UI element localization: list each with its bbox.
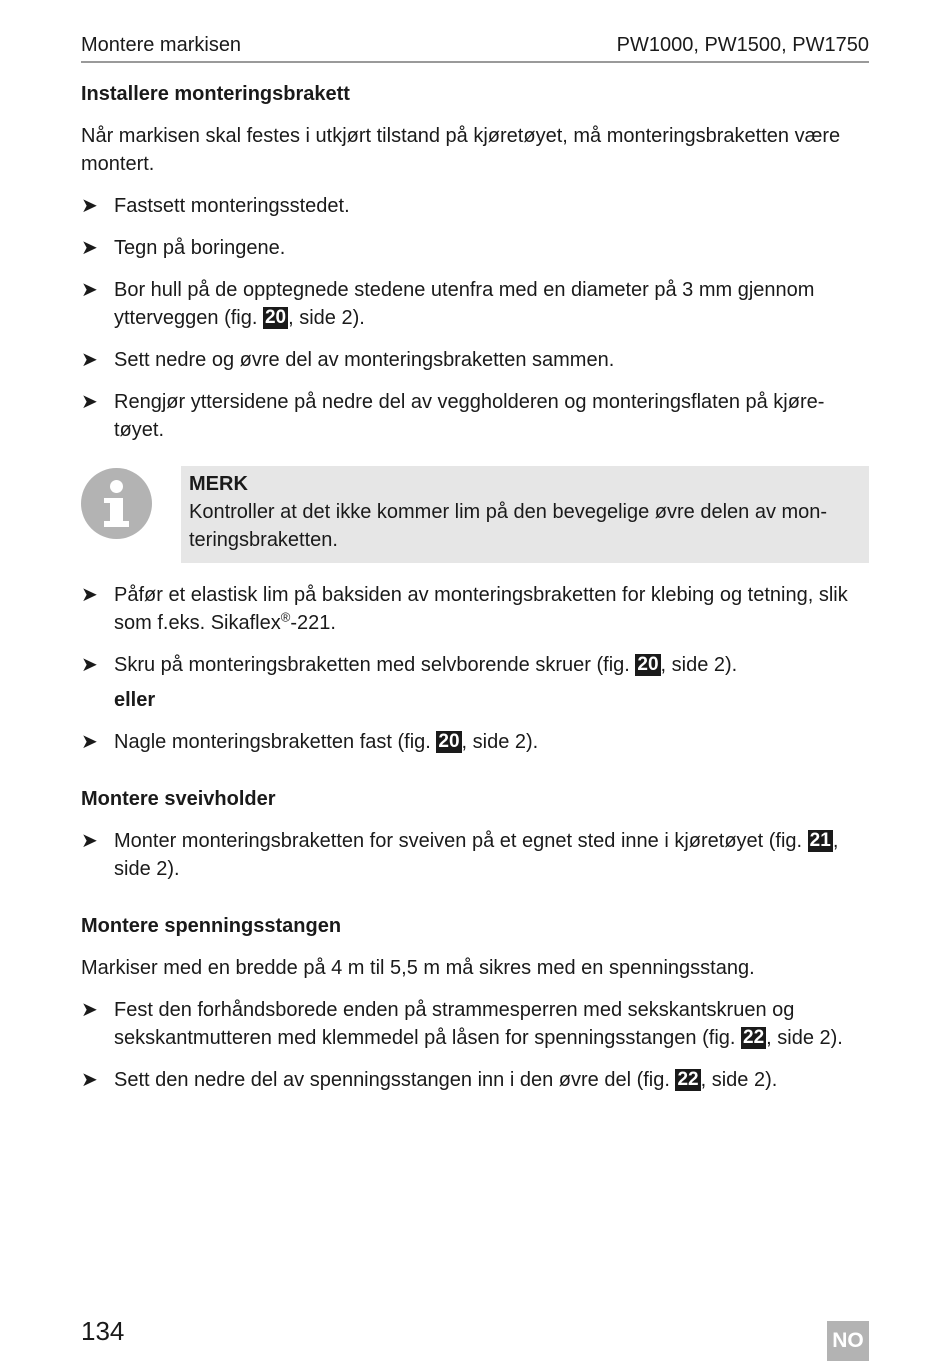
section-heading-tension-rod: Montere spenningsstangen: [81, 915, 342, 937]
figure-ref-badge: 20: [637, 654, 659, 675]
page-content: [81, 80, 869, 1094]
header-model-list: PW1000, PW1500, PW1750: [616, 34, 869, 56]
step-text: Monter monteringsbraketten for sveiven på et egnet sted inne i kjøretøyet (fig.: [114, 830, 808, 852]
arrow-icon: ➤: [81, 830, 98, 852]
step-text: Tegn på boringene.: [114, 237, 286, 259]
step-crank-1: [81, 827, 869, 883]
figure-ref-badge: 22: [743, 1027, 765, 1048]
step-bracket-4: [81, 346, 869, 374]
step-text: Bor hull på de opptegnede stedene utenfra med en diameter på 3 mm gjennom ytterveggen (fig.: [114, 279, 815, 329]
step-text-end: , side 2).: [766, 1027, 843, 1049]
arrow-icon: ➤: [81, 349, 98, 371]
arrow-icon: ➤: [81, 1069, 98, 1091]
step-tension-rod-2: [81, 1066, 869, 1094]
figure-ref-badge: 20: [438, 731, 460, 752]
arrow-icon: ➤: [81, 195, 98, 217]
step-bracket-8: [81, 728, 869, 756]
arrow-icon: ➤: [81, 999, 98, 1021]
arrow-icon: ➤: [81, 654, 98, 676]
step-text-end: , side 2).: [461, 731, 539, 753]
section-heading-bracket: Installere monteringsbrakett: [81, 83, 350, 105]
registered-mark: ®: [280, 609, 291, 625]
step-bracket-3: [81, 276, 869, 332]
tension-rod-intro: Markiser med en bredde på 4 m til 5,5 m må sikres med en spenningsstang.: [81, 957, 755, 979]
arrow-icon: ➤: [81, 584, 98, 606]
figure-ref-badge: 20: [264, 307, 287, 328]
figure-ref-badge: 21: [809, 830, 831, 851]
note-title: MERK: [189, 473, 248, 495]
step-text-end: , side 2).: [114, 830, 839, 880]
section-heading-crank: Montere sveivholder: [81, 788, 276, 810]
step-bracket-1: [81, 192, 869, 220]
note-box: [181, 466, 869, 563]
step-text: Nagle monteringsbraketten fast (fig.: [114, 731, 437, 753]
step-bracket-6: [81, 581, 869, 637]
language-badge: NO: [827, 1321, 869, 1361]
note-block: [81, 466, 869, 563]
step-text: Sett den nedre del av spenningsstangen inn i den øvre del (fig.: [114, 1069, 676, 1091]
step-text-end: -221.: [290, 612, 336, 634]
step-bracket-7: [81, 651, 869, 679]
step-text: Fest den forhåndsborede enden på strammesperren med sekskantskruen og sekskantmutteren med klemmedel på låsen for spenningsstangen (fig.: [114, 999, 795, 1049]
step-bracket-2: [81, 234, 869, 262]
note-text: Kontroller at det ikke kommer lim på den bevegelige øvre delen av mon-teringsbraketten.: [189, 501, 828, 551]
alternative-label: eller: [114, 689, 156, 711]
step-text-end: , side 2).: [700, 1069, 778, 1091]
arrow-icon: ➤: [81, 279, 98, 301]
step-text-end: , side 2).: [660, 654, 738, 676]
figure-ref-badge: 22: [677, 1069, 699, 1090]
running-header: [81, 31, 869, 63]
step-text-end: , side 2).: [288, 307, 365, 329]
step-text: Sett nedre og øvre del av monteringsbraketten sammen.: [114, 349, 615, 371]
step-text: Rengjør yttersidene på nedre del av veggholderen og monteringsflaten på kjøre-tøyet.: [114, 391, 825, 441]
step-bracket-5: [81, 388, 869, 444]
arrow-icon: ➤: [81, 731, 98, 753]
info-icon: [81, 468, 152, 539]
step-text: Fastsett monteringsstedet.: [114, 195, 350, 217]
step-text: Påfør et elastisk lim på baksiden av monteringsbraketten for klebing og tetning, slik som f.eks. Sikaflex: [114, 584, 848, 634]
header-section-title: Montere markisen: [81, 34, 242, 56]
bracket-intro: Når markisen skal festes i utkjørt tilstand på kjøretøyet, må monteringsbraketten være montert.: [81, 125, 841, 175]
step-tension-rod-1: [81, 996, 869, 1052]
page-number: 134: [81, 1316, 125, 1346]
step-text: Skru på monteringsbraketten med selvborende skruer (fig.: [114, 654, 636, 676]
arrow-icon: ➤: [81, 237, 98, 259]
arrow-icon: ➤: [81, 391, 98, 413]
